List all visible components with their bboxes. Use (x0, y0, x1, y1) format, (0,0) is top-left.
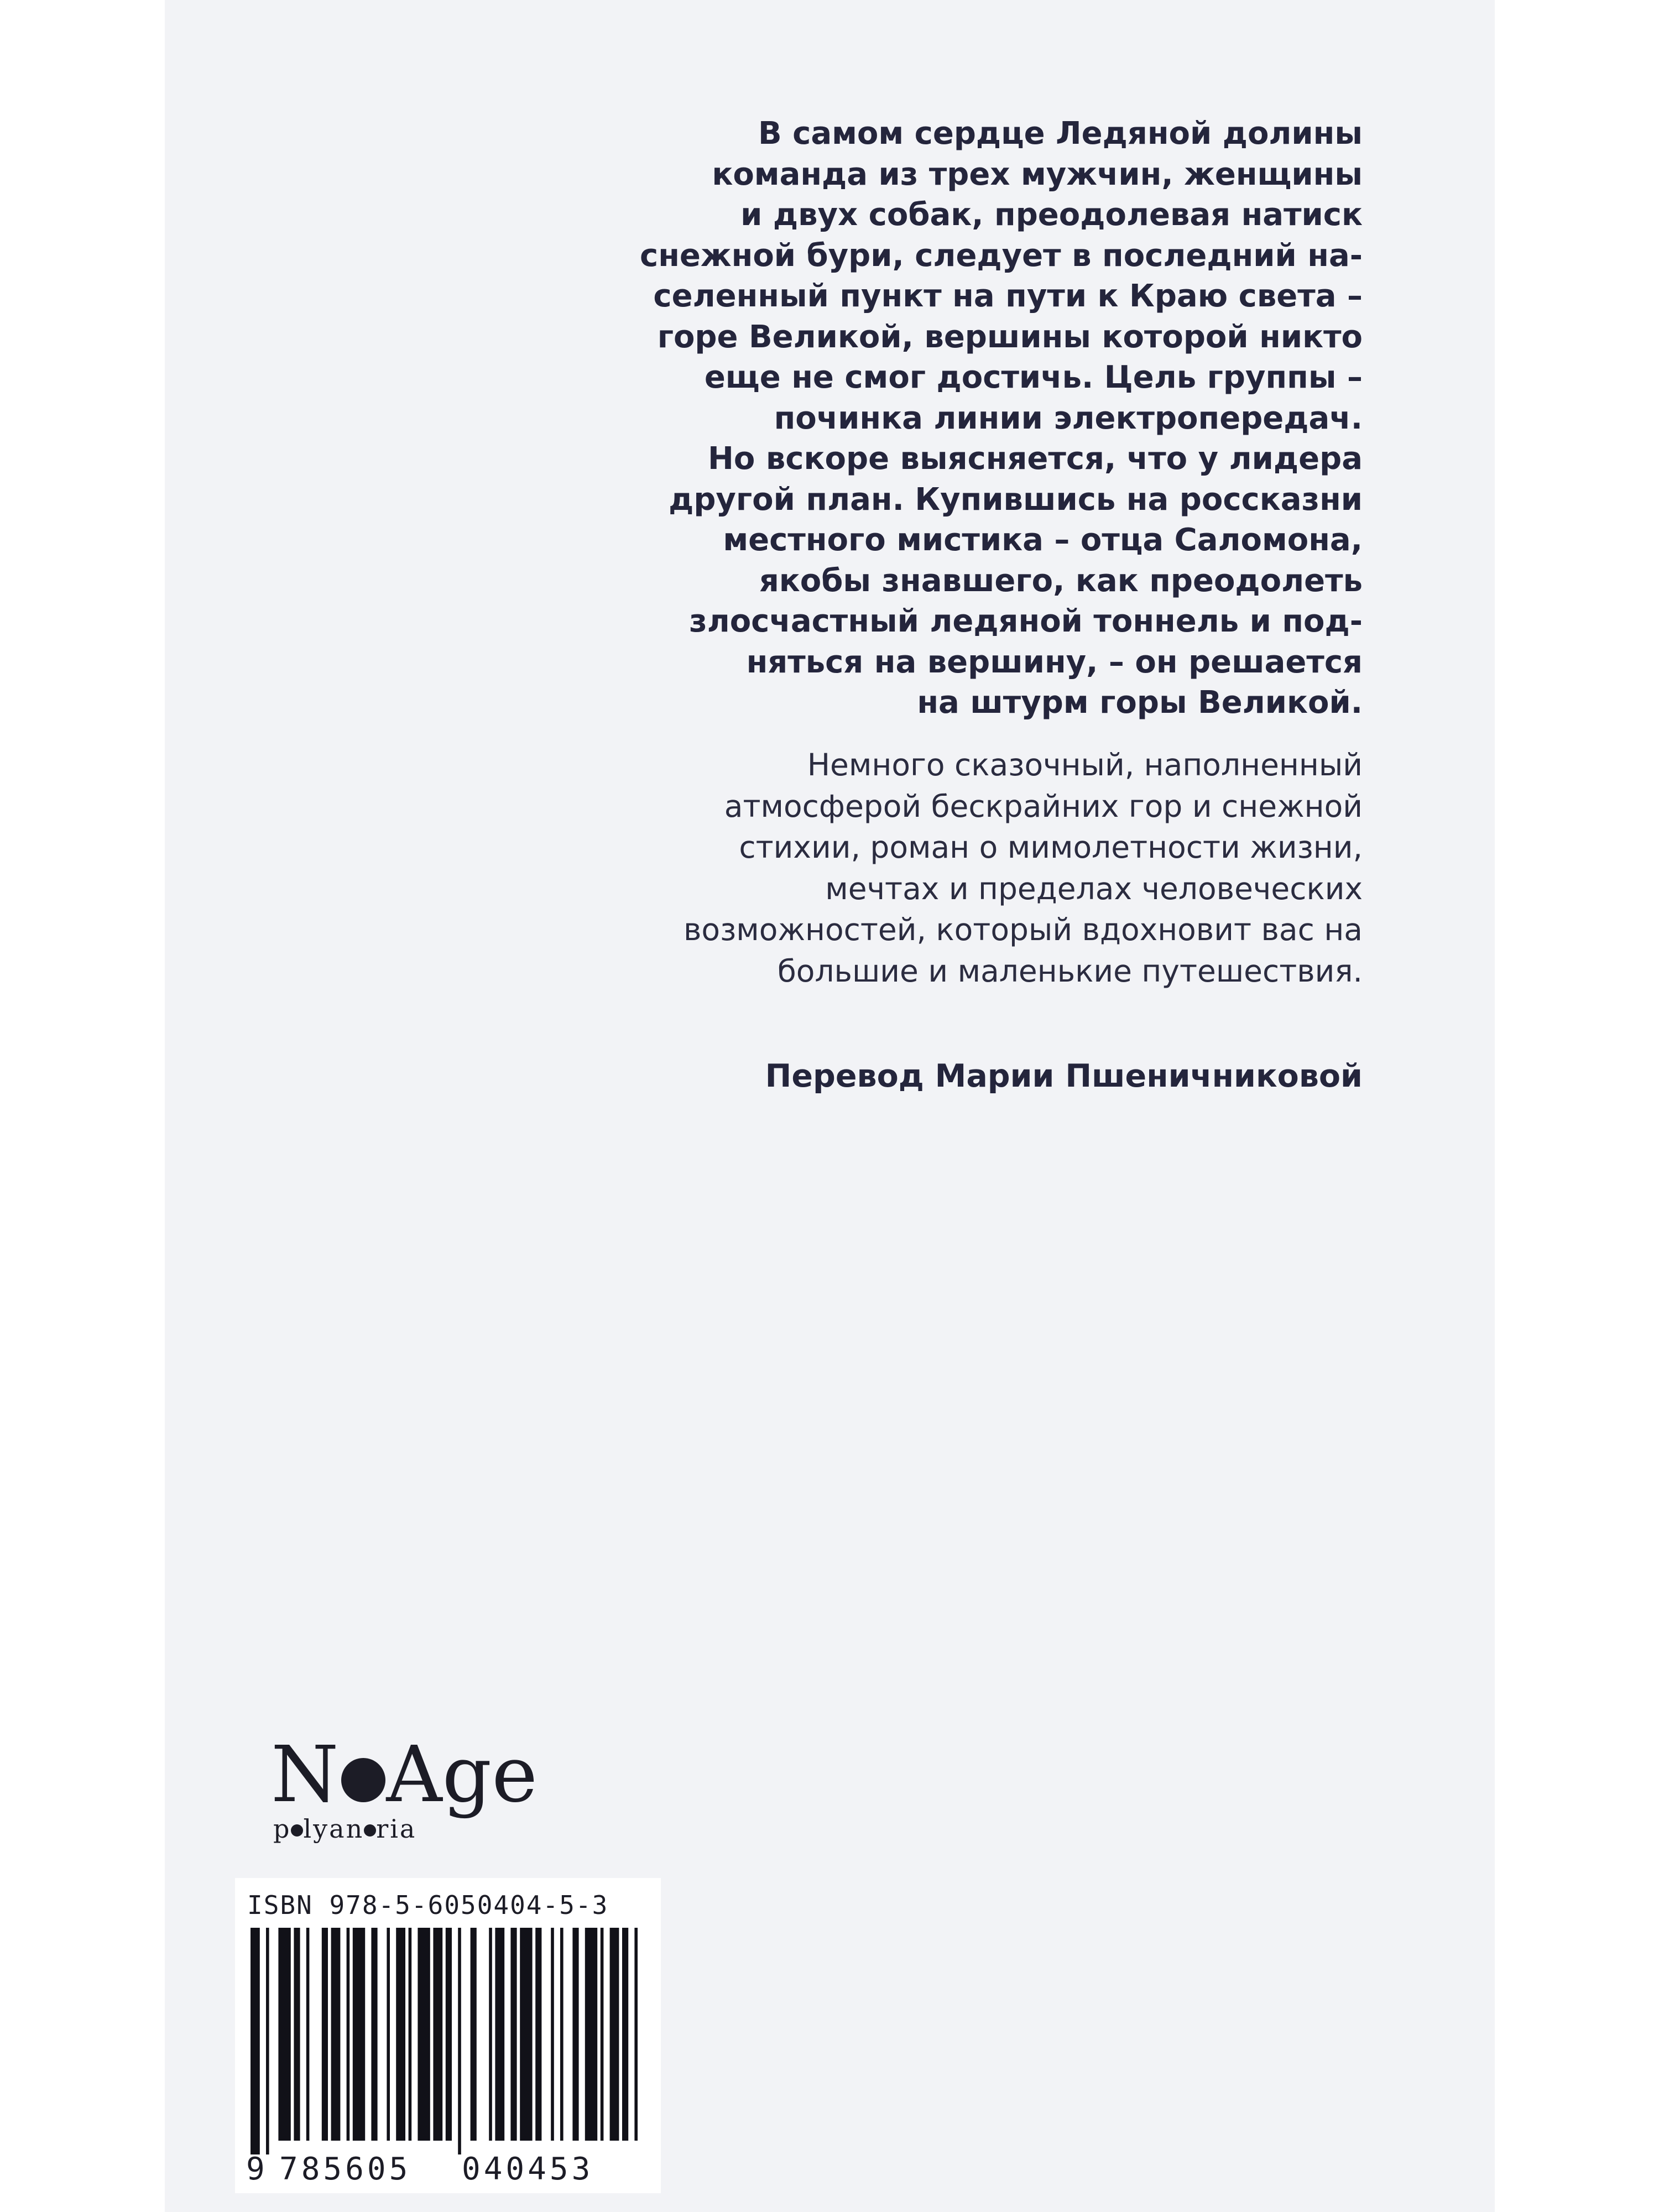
annotation-text (588, 113, 1363, 723)
logo-wordmark (271, 1731, 538, 1819)
barcode-bar (471, 1928, 477, 2141)
barcode-digits-right: 040453 (462, 2151, 594, 2187)
barcode-bar (572, 1928, 578, 2141)
barcode-bar (551, 1928, 554, 2141)
barcode-bar (251, 1928, 260, 2154)
logo-sub-p: p (273, 1814, 291, 1844)
logo-sub-dot-icon (291, 1824, 303, 1837)
annotation-line: злосчастный ледяной тоннель и под- (689, 603, 1363, 639)
annotation-line: няться на вершину, – он решается (746, 644, 1363, 680)
isbn-barcode (235, 1878, 661, 2193)
barcode-bar (331, 1928, 341, 2141)
blurb-line: атмосферой бескрайних гор и снежной (724, 788, 1363, 824)
blurb-text (588, 744, 1363, 992)
barcode-digits-left: 785605 (279, 2151, 411, 2187)
logo-subtitle (273, 1814, 416, 1844)
barcode-bar (347, 1928, 350, 2141)
annotation-line: местного мистика – отца Саломона, (723, 522, 1363, 558)
annotation-line: Но вскоре выясняется, что у лидера (708, 441, 1363, 477)
annotation-line: еще не смог достичь. Цель группы – (704, 359, 1363, 395)
barcode-bar (495, 1928, 504, 2141)
translator-credit: Перевод Марии Пшеничниковой (765, 1058, 1363, 1094)
annotation-line: селенный пункт на пути к Краю света – (653, 278, 1363, 314)
barcode-bar (610, 1928, 619, 2141)
logo-sub-dot2-icon (364, 1824, 376, 1837)
barcode-bar (322, 1928, 328, 2141)
annotation-line: и двух собак, преодолевая натиск (740, 197, 1363, 233)
barcode-bar (535, 1928, 541, 2141)
barcode-bar (353, 1928, 365, 2141)
barcode-bar (409, 1928, 412, 2141)
barcode-bar (634, 1928, 638, 2141)
barcode-bar (266, 1928, 269, 2154)
blurb-line: возможностей, который вдохновит вас на (684, 912, 1363, 947)
annotation-line: якобы знавшего, как преодолеть (759, 562, 1363, 599)
annotation-line: на штурм горы Великой. (917, 685, 1363, 721)
barcode-bar (520, 1928, 532, 2141)
annotation-line: В самом сердце Ледяной долины (758, 116, 1363, 152)
barcode-bar (560, 1928, 564, 2141)
barcode-bar (418, 1928, 430, 2141)
blurb-line: стихии, роман о мимолетности жизни, (739, 830, 1363, 865)
barcode-bar (585, 1928, 597, 2141)
annotation-line: команда из трех мужчин, женщины (712, 156, 1363, 192)
barcode-bar (387, 1928, 390, 2141)
logo-word-age: Age (386, 1730, 538, 1820)
blurb-line: большие и маленькие путешествия. (777, 953, 1363, 989)
blurb-line: Немного сказочный, наполненный (807, 747, 1363, 782)
publisher-logo (271, 1730, 559, 1844)
barcode-bar (306, 1928, 310, 2141)
barcode-bar (278, 1928, 290, 2141)
annotation-line: другой план. Купившись на россказни (669, 481, 1363, 518)
logo-sub-ria: ria (376, 1814, 417, 1844)
barcode-bar (371, 1928, 377, 2141)
barcode-bar (433, 1928, 442, 2141)
annotation-line: горе Великой, вершины которой никто (657, 319, 1363, 355)
barcode-bar (622, 1928, 628, 2141)
barcode-bar (510, 1928, 517, 2141)
barcode-digit-first: 9 (246, 2151, 265, 2187)
barcode-bar (294, 1928, 300, 2141)
barcode-bar (458, 1928, 461, 2154)
logo-dot-icon (341, 1758, 385, 1802)
barcode-bar (446, 1928, 452, 2141)
annotation-line: снежной бури, следует в последний на- (640, 237, 1363, 274)
blurb-line: мечтах и пределах человеческих (825, 870, 1363, 906)
isbn-label: ISBN 978-5-6050404-5-3 (247, 1890, 609, 1920)
barcode-bar (489, 1928, 492, 2141)
barcode-bar (396, 1928, 405, 2141)
logo-sub-lyan: lyan (303, 1814, 364, 1844)
barcode-bar (601, 1928, 604, 2141)
logo-letter-n: N (271, 1730, 339, 1820)
barcode-icon (235, 1878, 661, 2193)
annotation-line: починка линии электропередач. (774, 400, 1363, 436)
